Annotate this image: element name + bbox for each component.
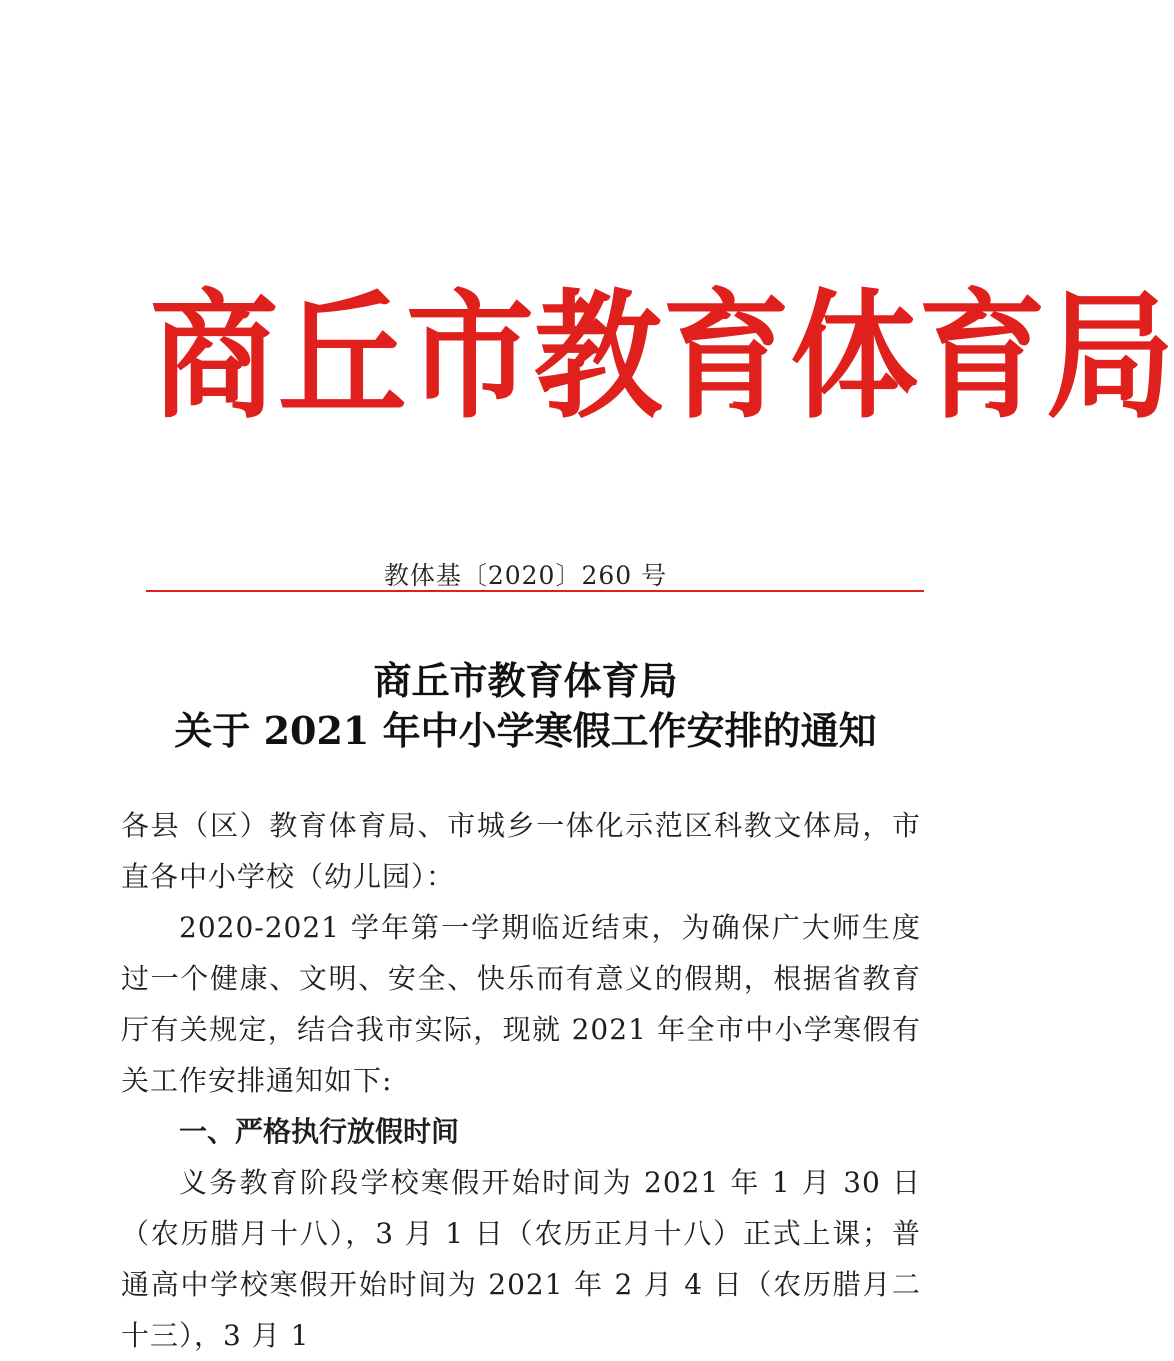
notice-body [121, 800, 921, 1361]
masthead-char: 体 [790, 275, 919, 438]
red-divider [146, 590, 924, 592]
notice-title-line2: 关于 2021 年中小学寒假工作安排的通知 [174, 708, 877, 753]
salutation: 各县（区）教育体育局、市城乡一体化示范区科教文体局，市直各中小学校（幼儿园）： [121, 809, 921, 893]
section-heading: 一、严格执行放假时间 [179, 1115, 460, 1148]
masthead-char: 丘 [278, 275, 407, 438]
intro-paragraph: 2020-2021 学年第一学期临近结束，为确保广大师生度过一个健康、文明、安全、快乐而有意义的假期，根据省教育厅有关规定，结合我市实际，现就 2021 年全市中小学寒假有关工作安排通知如下: [121, 911, 921, 1097]
section-paragraph: 义务教育阶段学校寒假开始时间为 2021 年 1 月 30 日（农历腊月十八），3 月 1 日（农历正月十八）正式上课；普通高中学校寒假开始时间为 2021 年 2 月 4 日（农历腊月二十三），3 月 1 [121, 1166, 921, 1352]
document-number: 教体基〔2020〕260 号 [383, 561, 668, 590]
masthead-char: 市 [406, 275, 535, 438]
masthead-char: 局 [1046, 275, 1174, 438]
masthead-title [150, 275, 1174, 438]
masthead-char: 商 [150, 275, 279, 438]
notice-title-line1: 商丘市教育体育局 [373, 658, 678, 703]
masthead-char: 育 [662, 275, 791, 438]
masthead-char: 育 [918, 275, 1047, 438]
masthead-char: 教 [534, 275, 663, 438]
